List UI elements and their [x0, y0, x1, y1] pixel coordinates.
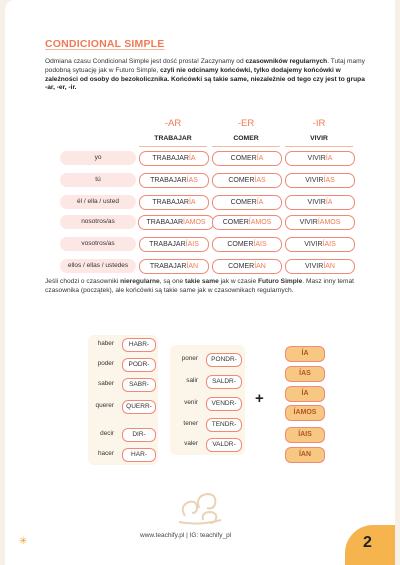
verb-ending: ÍAMOS: [317, 219, 341, 226]
verb-stem: COMER: [230, 155, 257, 162]
intro-bold-1: czasowników regularnych: [245, 58, 328, 65]
conjugation-cell: [285, 151, 355, 166]
irregular-stem: DIR-: [122, 428, 156, 442]
irregular-infinitive: haber: [97, 340, 114, 347]
irregular-infinitive: hacer: [98, 450, 114, 457]
pronoun-label: yo: [60, 151, 136, 165]
pronoun-label: ellos / ellas / ustedes: [60, 259, 136, 273]
verb-ending: ÍAMOS: [183, 219, 206, 226]
pronoun-label: tú: [60, 173, 136, 187]
verb-ending: ÍAMOS: [248, 219, 272, 226]
verb-stem: COMER: [228, 263, 255, 270]
verb-stem: TRABAJAR: [152, 199, 189, 206]
irregular-infinitive: saber: [98, 380, 114, 387]
verb-ending: ÍAIS: [253, 241, 267, 248]
conjugation-cell: [139, 195, 209, 210]
note-bold-2: takie same: [185, 278, 219, 285]
irregular-stem: HAR-: [122, 448, 156, 462]
verb-stem: VIVIR: [299, 219, 318, 226]
note-bold-1: nieregularne: [120, 278, 160, 285]
irregular-infinitive: tener: [183, 420, 198, 427]
conjugation-cell: [139, 151, 209, 166]
verb-stem: TRABAJAR: [146, 219, 183, 226]
page-title: CONDICIONAL SIMPLE: [45, 38, 165, 50]
verb-stem: TRABAJAR: [149, 263, 187, 270]
ending-box: ÍAN: [285, 447, 325, 463]
plus-sign: +: [255, 390, 264, 407]
irregular-infinitive: salir: [186, 377, 198, 384]
verb-ending: ÍA: [325, 199, 333, 206]
conjugation-cell: [212, 151, 282, 166]
conjugation-cell: [212, 215, 282, 230]
verb-ending: ÍA: [256, 199, 264, 206]
ending-box: ÍA: [285, 386, 325, 402]
conjugation-cell: [285, 259, 355, 274]
intro-text-1: Odmiana czasu Condicional Simple jest dość prosta! Zaczynamy od: [45, 58, 246, 65]
conjugation-cell: [139, 259, 209, 274]
irregular-stem: SALDR-: [206, 375, 242, 389]
note-text-2: , są one: [159, 278, 186, 285]
verb-stem: COMER: [227, 241, 254, 248]
irregular-infinitive: querer: [95, 402, 114, 409]
conjugation-cell: [139, 173, 209, 188]
ending-box: ÍAIS: [285, 427, 325, 443]
group-er-heading: -ER: [237, 118, 255, 129]
irregular-stem: QUERR-: [122, 400, 156, 414]
note-text-3: jak w czasie: [218, 278, 258, 285]
verb-stem: TRABAJAR: [152, 155, 189, 162]
verb-ending: ÍAN: [254, 263, 266, 270]
verb-ending: ÍAIS: [185, 241, 199, 248]
conjugation-cell: [139, 237, 209, 252]
verb-ending: ÍAIS: [322, 241, 336, 248]
note-bold-3: Futuro Simple: [257, 278, 303, 285]
group-ar-heading: -AR: [164, 118, 182, 129]
verb-ending: ÍAS: [323, 177, 335, 184]
verb-ending: ÍAN: [186, 263, 199, 270]
verb-ending: ÍAS: [254, 177, 266, 184]
irregular-note: [45, 278, 365, 296]
page-number-badge: [345, 525, 395, 565]
irregular-stem: PONDR-: [206, 353, 242, 367]
verb-ending: ÍA: [188, 199, 196, 206]
irregular-stem: SABR-: [122, 378, 156, 392]
conjugation-cell: [285, 237, 355, 252]
infinitive-comer: COMER: [212, 132, 280, 147]
conjugation-cell: [285, 195, 355, 210]
conjugation-cell: [138, 215, 214, 230]
page-number: 2: [363, 534, 372, 551]
irregular-infinitive: venir: [184, 399, 198, 406]
pronoun-label: él / ella / usted: [60, 195, 136, 209]
footer-links: www.teachify.pl | IG: teachify_pl: [140, 532, 232, 539]
pronoun-label: vosotros/as: [60, 237, 136, 251]
page: [5, 0, 395, 565]
conjugation-cell: [212, 173, 282, 188]
verb-ending: ÍAS: [186, 177, 198, 184]
verb-stem: VIVIR: [304, 241, 323, 248]
intro-paragraph: [45, 58, 365, 93]
irregular-infinitive: poder: [97, 360, 114, 367]
verb-ending: ÍA: [256, 155, 264, 162]
conjugation-cell: [212, 237, 282, 252]
pronoun-label: nosotros/as: [60, 215, 136, 229]
verb-stem: VIVIR: [305, 177, 324, 184]
verb-stem: TRABAJAR: [149, 241, 186, 248]
irregular-stem: TENDR-: [206, 418, 242, 432]
infinitive-vivir: VIVIR: [285, 132, 353, 147]
group-ir-heading: -IR: [312, 118, 326, 129]
conjugation-cell: [285, 215, 355, 230]
conjugation-cell: [285, 173, 355, 188]
verb-ending: ÍAN: [323, 263, 335, 270]
verb-stem: TRABAJAR: [150, 177, 187, 184]
intro-text-2: . Tutaj mamy podobną sytuację jak w Futuro Simple,: [45, 58, 365, 74]
intro-bold-2: czyli nie odcinamy końcówki, tylko dodajemy końcówki w zależności od osoby do bezokolicznika. Końcówki są takie same, niezależnie od tego czy jest to grupa -ar, -er, -ir.: [45, 66, 365, 92]
verb-stem: COMER: [222, 219, 249, 226]
verb-stem: VIVIR: [305, 263, 324, 270]
conjugation-cell: [212, 259, 282, 274]
irregular-infinitive: valer: [184, 440, 198, 447]
irregular-stem: VALDR-: [206, 438, 242, 452]
ending-box: ÍAS: [285, 366, 325, 382]
verb-ending: ÍA: [325, 155, 333, 162]
irregular-stem: VENDR-: [206, 397, 242, 411]
sparkle-icon: ✳: [19, 536, 28, 547]
irregular-stem: PODR-: [122, 358, 156, 372]
verb-ending: ÍA: [188, 155, 196, 162]
swirl-decoration-icon: [175, 488, 225, 528]
verb-stem: VIVIR: [307, 155, 326, 162]
note-text-1: Jeśli chodzi o czasowniki: [45, 278, 121, 285]
infinitive-trabajar: TRABAJAR: [139, 132, 207, 147]
irregular-infinitive: poner: [181, 355, 198, 362]
irregular-infinitive: decir: [100, 430, 114, 437]
conjugation-cell: [212, 195, 282, 210]
irregular-stem: HABR-: [122, 338, 156, 352]
ending-box: ÍA: [285, 346, 325, 362]
ending-box: ÍAMOS: [285, 405, 325, 421]
verb-stem: COMER: [228, 177, 255, 184]
note-text-4: . Masz inny temat czasownika (początek), ale końcówki są takie same jak w czasownikach regularnych.: [45, 278, 354, 294]
verb-stem: COMER: [230, 199, 257, 206]
verb-stem: VIVIR: [307, 199, 326, 206]
